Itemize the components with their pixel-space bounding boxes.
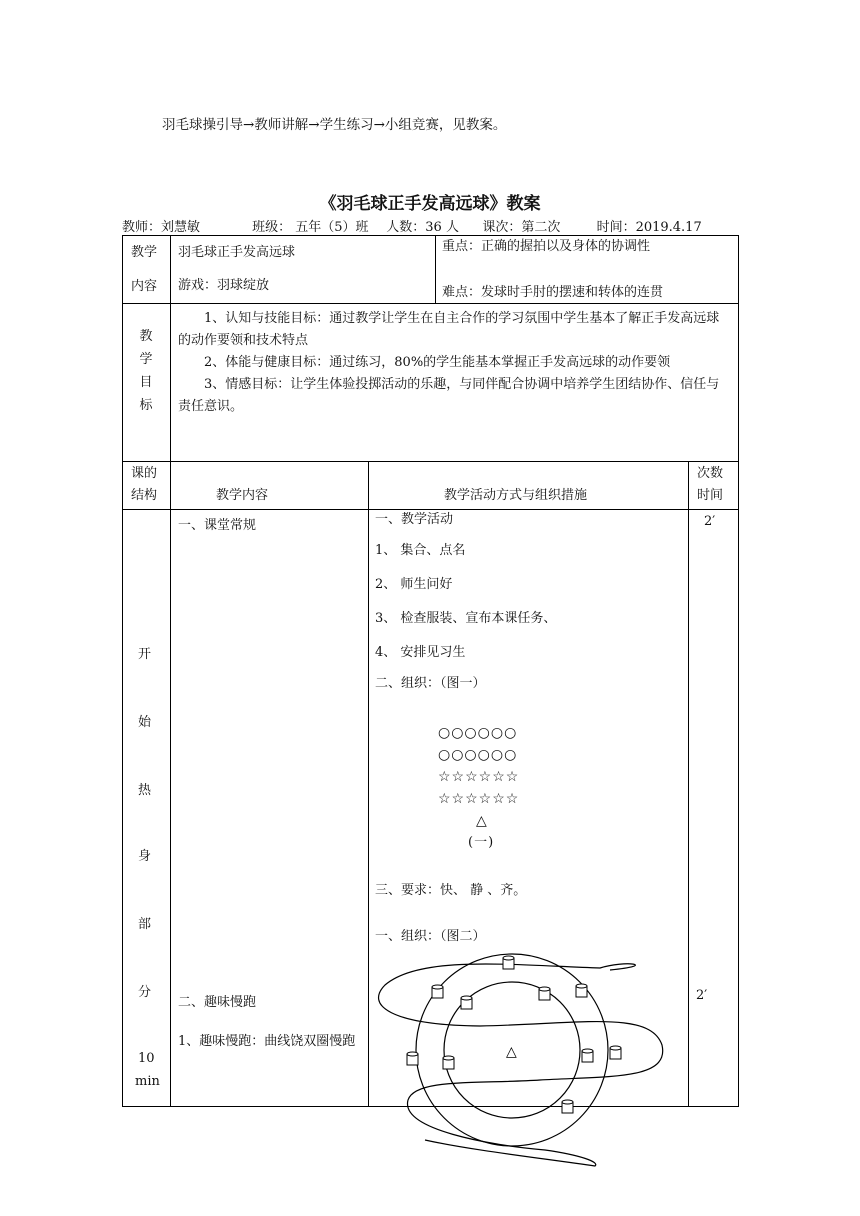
header-content: 教学内容 xyxy=(216,488,269,503)
activity-item: 2、 师生问好 xyxy=(375,577,453,592)
cone-icon xyxy=(576,984,587,997)
goal-1: 1、认知与技能目标：通过教学让学生在自主合作的学习氛围中学生基本了解正手发高远球的动作要领和技术特点 xyxy=(178,311,720,348)
teacher-triangle: △ xyxy=(476,813,488,829)
formation-row: ○○○○○○ xyxy=(438,725,518,741)
goals-text xyxy=(178,308,732,418)
content-jog: 二、趣味慢跑 xyxy=(178,995,257,1010)
header-time-a: 次数 xyxy=(697,466,724,481)
header-structure-b: 结构 xyxy=(131,488,158,503)
row-label-content-b: 内容 xyxy=(131,279,158,294)
jogging-route-diagram xyxy=(360,950,690,1170)
content-routine: 一、课堂常规 xyxy=(178,518,257,533)
meta-lesson: 课次：第二次 xyxy=(482,220,561,235)
key-point: 重点：正确的握拍以及身体的协调性 xyxy=(442,239,651,254)
cone-icon xyxy=(503,956,514,969)
cone-icon xyxy=(539,987,550,1000)
activity-item: 1、 集合、点名 xyxy=(375,543,466,558)
row-label-content-a: 教学 xyxy=(131,245,158,260)
header-method: 教学活动方式与组织措施 xyxy=(444,488,588,503)
goal-2: 2、体能与健康目标：通过练习，80%的学生能基本掌握正手发高远球的动作要领 xyxy=(204,355,671,370)
goal-3: 3、情感目标：让学生体验投掷活动的乐趣，与同伴配合协调中培养学生团结协作、信任与责任意识。 xyxy=(178,377,720,414)
lesson-meta xyxy=(122,216,702,235)
header-time-b: 时间 xyxy=(697,488,724,503)
org-2-label: 一、组织：（图二） xyxy=(375,929,486,944)
page-title: 《羽毛球正手发高远球》教案 xyxy=(319,194,541,214)
formation-row: ☆☆☆☆☆☆ xyxy=(438,769,520,785)
goals-label: 教 学 目 标 xyxy=(139,329,153,413)
meta-class: 班级： 五年（5）班 xyxy=(252,220,369,235)
duration-number: 10 xyxy=(138,1051,155,1066)
cone-icon xyxy=(443,1056,454,1069)
activity-item: 4、 安排见习生 xyxy=(375,645,466,660)
formation-row: ○○○○○○ xyxy=(438,747,518,763)
cone-icon xyxy=(582,1049,593,1062)
cone-icon xyxy=(407,1052,418,1065)
time-1: 2′ xyxy=(704,514,716,529)
activity-title: 一、教学活动 xyxy=(375,512,454,527)
content-game: 游戏：羽球绽放 xyxy=(178,278,270,293)
intro-text: 羽毛球操引导→教师讲解→学生练习→小组竞赛，见教案。 xyxy=(162,117,507,133)
cone-icon xyxy=(432,985,443,998)
cone-icon xyxy=(461,996,472,1009)
meta-count: 人数：36 人 xyxy=(386,220,459,235)
requirement-text: 三、要求：快、 静 、齐。 xyxy=(375,883,527,898)
org-1-label: 二、组织：（图一） xyxy=(375,676,486,691)
time-2: 2′ xyxy=(696,988,708,1003)
duration-unit: min xyxy=(135,1074,160,1089)
serpentine-route xyxy=(379,964,663,1166)
cone-icon xyxy=(610,1046,621,1059)
meta-teacher: 教师：刘慧敏 xyxy=(122,220,201,235)
activity-list xyxy=(375,539,556,675)
center-triangle: △ xyxy=(506,1044,517,1060)
activity-item: 3、 检查服装、宣布本课任务、 xyxy=(375,611,557,626)
content-jog-detail: 1、趣味慢跑：曲线饶双圈慢跑 xyxy=(178,1034,356,1049)
formation-diagram xyxy=(438,722,519,854)
figure-caption: (一) xyxy=(468,835,495,850)
content-main: 羽毛球正手发高远球 xyxy=(178,245,296,260)
difficulty-point: 难点：发球时手肘的摆速和转体的连贯 xyxy=(442,285,664,300)
header-structure-a: 课的 xyxy=(131,466,158,481)
meta-time: 时间：2019.4.17 xyxy=(596,220,702,235)
formation-row: ☆☆☆☆☆☆ xyxy=(438,791,520,807)
cone-icon xyxy=(562,1100,573,1113)
